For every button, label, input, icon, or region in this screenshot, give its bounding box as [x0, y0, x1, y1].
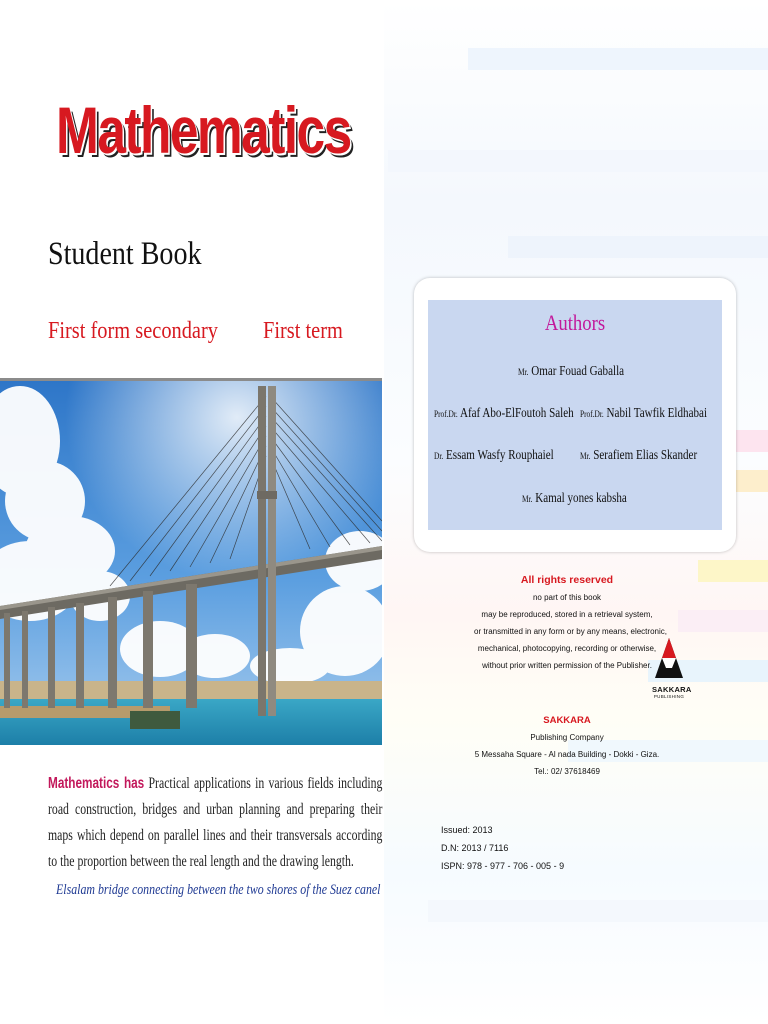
- author-entry: Mr. Serafiem Elias Skander: [580, 447, 698, 462]
- authors-heading: Authors: [544, 310, 606, 335]
- rights-line: mechanical, photocopying, recording or otherwise,: [477, 644, 657, 653]
- photo-caption: Elsalam bridge connecting between the two shores of the Suez canel: [56, 882, 381, 898]
- description-body: Practical applications in various fields including road construction, bridges and urban planning and preparing their maps which depend on parallel lines and their transversals according to the proportion between the real length and the drawing length.: [48, 775, 383, 870]
- bridge-photo: [0, 378, 382, 745]
- ispn-number: ISPN: 978 - 977 - 706 - 005 - 9: [441, 861, 565, 871]
- publisher-info: [474, 712, 660, 780]
- logo-name: SAKKARA: [652, 685, 692, 694]
- author-entry: Prof.Dr. Nabil Tawfik Eldhabai: [580, 405, 708, 420]
- issued-date: Issued: 2013: [441, 825, 493, 835]
- logo-subtitle: PUBLISHING: [653, 694, 685, 699]
- decor-stripe: [428, 900, 768, 922]
- decor-stripe: [698, 560, 768, 582]
- issue-info: [441, 821, 564, 875]
- rights-line: or transmitted in any form or by any means, electronic,: [474, 627, 667, 636]
- rights-line: without prior written permission of the Publisher.: [482, 661, 652, 670]
- cover-term-label: First term: [263, 318, 343, 344]
- cover-title: Mathematics: [56, 93, 351, 167]
- rights-line: may be reproduced, stored in a retrieval system,: [481, 610, 653, 619]
- rights-heading: All rights reserved: [520, 574, 614, 586]
- cover-form-label: First form secondary: [48, 318, 218, 344]
- bridge-illustration: [0, 381, 382, 745]
- decor-stripe: [678, 610, 768, 632]
- pyramid-logo-icon: [654, 636, 684, 680]
- decor-stripe: [508, 236, 768, 258]
- author-entry: Mr. Omar Fouad Gaballa: [518, 363, 625, 378]
- author-entry: Dr. Essam Wasfy Rouphaiel: [434, 447, 554, 462]
- deposit-number: D.N: 2013 / 7116: [441, 843, 509, 853]
- publisher-line: Publishing Company: [530, 733, 604, 742]
- rights-line: no part of this book: [532, 593, 602, 602]
- author-entry: Mr. Kamal yones kabsha: [522, 490, 627, 505]
- decor-stripe: [468, 48, 768, 70]
- decor-stripe: [388, 150, 768, 172]
- rights-notice: [474, 572, 667, 674]
- description-paragraph: [48, 771, 382, 875]
- author-entry: Prof.Dr. Afaf Abo-ElFoutoh Saleh: [434, 405, 574, 420]
- cover-subtitle: Student Book: [48, 236, 202, 272]
- description-lead: Mathematics has: [48, 775, 145, 792]
- publisher-logo: [652, 636, 692, 699]
- publisher-line: Tel.: 02/ 37618469: [534, 767, 600, 776]
- publisher-line: 5 Messaha Square - Al nada Building - Dokki - Giza.: [474, 750, 660, 759]
- publisher-name: SAKKARA: [543, 715, 591, 726]
